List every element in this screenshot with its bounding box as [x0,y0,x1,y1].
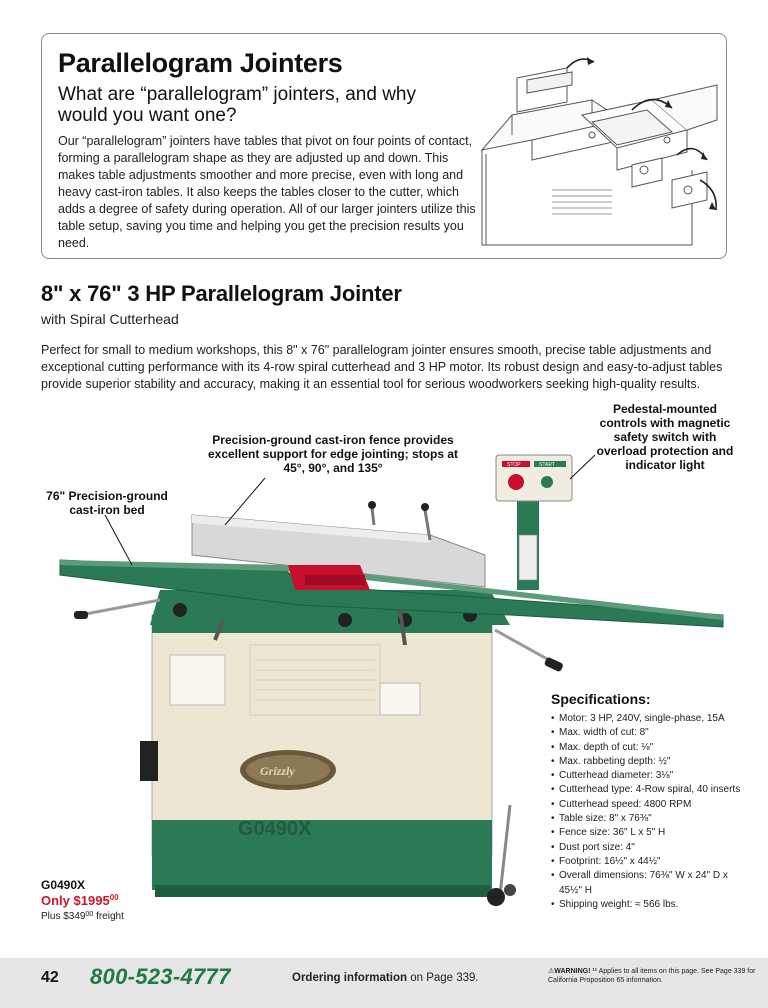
intro-box [41,33,727,259]
spec-item: • Shipping weight: ≈ 566 lbs. [551,898,741,912]
product-description: Perfect for small to medium workshops, this 8" x 76" parallelogram jointer ensures smooth, precise table adjustments and exceptional cutting performance with its 4-row spiral cutterhead and 3 HP motor. Its robust design and easy-to-adjust tables provide superior stability and accuracy, making it an essential tool for serious woodworkers seeking high-quality results. [41,343,723,391]
prop65-warning [548,967,758,985]
model-badge: G0490X [238,818,312,840]
warning-text: Applies to all items on this page. See Page 339 for California Proposition 65 information. [548,968,756,984]
price [41,893,119,908]
spec-item: • Max. depth of cut: ⅛" [551,741,741,755]
warning-icon: ⚠ [548,968,555,975]
callout-controls: Pedestal-mounted controls with magnetic safety switch with overload protection and indicator light [596,402,734,472]
spec-item: • Footprint: 16½" x 44½" [551,855,741,869]
freight [41,911,124,922]
spec-item: • Fence size: 36" L x 5" H [551,826,741,840]
model-number: G0490X [41,878,86,892]
product-subtitle: with Spiral Cutterhead [41,311,179,327]
freight-dollars: $349 [63,911,86,922]
start-button-graphic [541,476,553,488]
phone-number[interactable]: 800-523-4777 [90,964,231,989]
intro-title: Parallelogram Jointers [58,48,343,78]
spec-item: • Motor: 3 HP, 240V, single-phase, 15A [551,712,741,726]
spec-item: • Cutterhead type: 4-Row spiral, 40 inserts [551,783,741,797]
start-label: START [539,462,555,468]
spec-item: • Cutterhead diameter: 3⅛" [551,769,741,783]
price-only-label: Only [41,893,70,908]
price-dollars: $1995 [73,893,110,908]
spec-item: • Table size: 8" x 76⅜" [551,812,741,826]
price-cents: 00 [109,893,119,902]
freight-suffix: freight [96,911,124,922]
warning-bold: WARNING! ¹¹ [554,968,598,975]
spec-item: • Overall dimensions: 76⅜" W x 24" D x 45½" H [551,869,741,898]
product-title: 8" x 76" 3 HP Parallelogram Jointer [41,281,402,306]
spec-item: • Max. width of cut: 8" [551,726,741,740]
stop-button-graphic [508,474,524,490]
spec-item: • Max. rabbeting depth: ½" [551,755,741,769]
ordering-rest: on Page 339. [410,972,479,984]
specs-title: Specifications: [551,691,651,707]
callout-bed: 76" Precision-ground cast-iron bed [46,489,168,517]
ordering-info [292,972,479,984]
intro-body: Our “parallelogram” jointers have tables that pivot on four points of contact, forming a parallelogram shape as they are adjusted up and down. This makes table adjustments smoother and more precise, even with long and heavy cast-iron tables. It also keeps the tables closer to the cutter, which adds a degree of safety during operation. All of our larger jointers utilize this table setup, saving you time and helping you get the precision results you need. [58,134,476,250]
spec-item: • Dust port size: 4" [551,841,741,855]
grizzly-logo: Grizzly [260,764,295,778]
page-footer [0,958,768,1008]
specifications [551,691,741,912]
parallelogram-diagram [472,40,724,254]
page-number: 42 [41,969,59,986]
callout-fence: Precision-ground cast-iron fence provides excellent support for edge jointing; stops at 45°, 90°, and 135° [207,433,459,475]
ordering-bold: Ordering information [292,972,407,984]
stop-label: STOP [507,462,521,468]
freight-prefix: Plus [41,911,61,922]
intro-subtitle: What are “parallelogram” jointers, and why would you want one? [58,84,416,126]
freight-cents: 00 [85,911,94,918]
specs-list [551,712,741,912]
spec-item: • Cutterhead speed: 4800 RPM [551,798,741,812]
